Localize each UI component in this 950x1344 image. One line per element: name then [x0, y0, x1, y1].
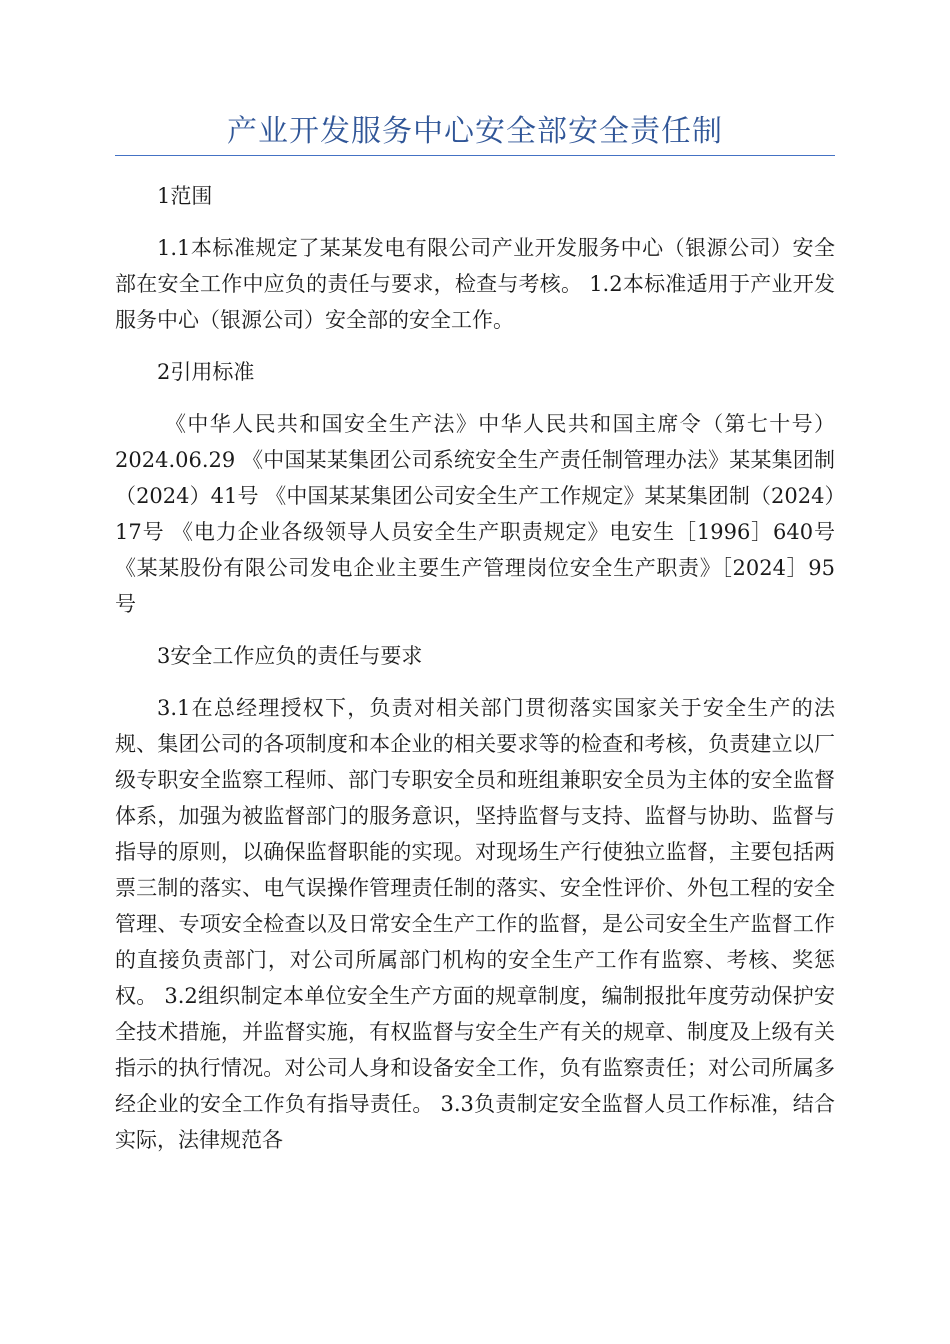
- paragraph-references: 《中华人民共和国安全生产法》中华人民共和国主席令（第七十号）2024.06.29 《中国某某集团公司系统安全生产责任制管理办法》某某集团制（2024）41号 《中国某某集团公司安全生产工作规定》某某集团制（2024）17号 《电力企业各级领导人员安全生产职责规定》电安生［1996］640号 《某某股份有限公司发电企业主要生产管理岗位安全生产职责》［2024］95号: [115, 412, 835, 616]
- paragraph-responsibilities: 3.1在总经理授权下，负责对相关部门贯彻落实国家关于安全生产的法规、集团公司的各项制度和本企业的相关要求等的检查和考核，负责建立以厂级专职安全监察工程师、部门专职安全员和班组兼职安全员为主体的安全监督体系，加强为被监督部门的服务意识，坚持监督与支持、监督与协助、监督与指导的原则，以确保监督职能的实现。对现场生产行使独立监督，主要包括两票三制的落实、电气误操作管理责任制的落实、安全性评价、外包工程的安全管理、专项安全检查以及日常安全生产工作的监督，是公司安全生产监督工作的直接负责部门，对公司所属部门机构的安全生产工作有监察、考核、奖惩权。 3.2组织制定本单位安全生产方面的规章制度，编制报批年度劳动保护安全技术措施，并监督实施，有权监督与安全生产有关的规章、制度及上级有关指示的执行情况。对公司人身和设备安全工作，负有监察责任；对公司所属多经企业的安全工作负有指导责任。 3.3负责制定安全监督人员工作标准，结合实际，法律规范各: [115, 696, 835, 1152]
- document-body: [115, 178, 835, 1174]
- paragraph-scope: 1.1本标准规定了某某发电有限公司产业开发服务中心（银源公司）安全部在安全工作中应负的责任与要求，检查与考核。 1.2本标准适用于产业开发服务中心（银源公司）安全部的安全工作。: [115, 236, 835, 332]
- title-underline: [115, 155, 835, 156]
- section-heading-references: 2引用标准: [157, 360, 255, 384]
- section-heading-responsibilities: 3安全工作应负的责任与要求: [157, 644, 423, 668]
- document-title: 产业开发服务中心安全部安全责任制: [227, 114, 723, 149]
- section-heading-scope: 1范围: [157, 184, 213, 208]
